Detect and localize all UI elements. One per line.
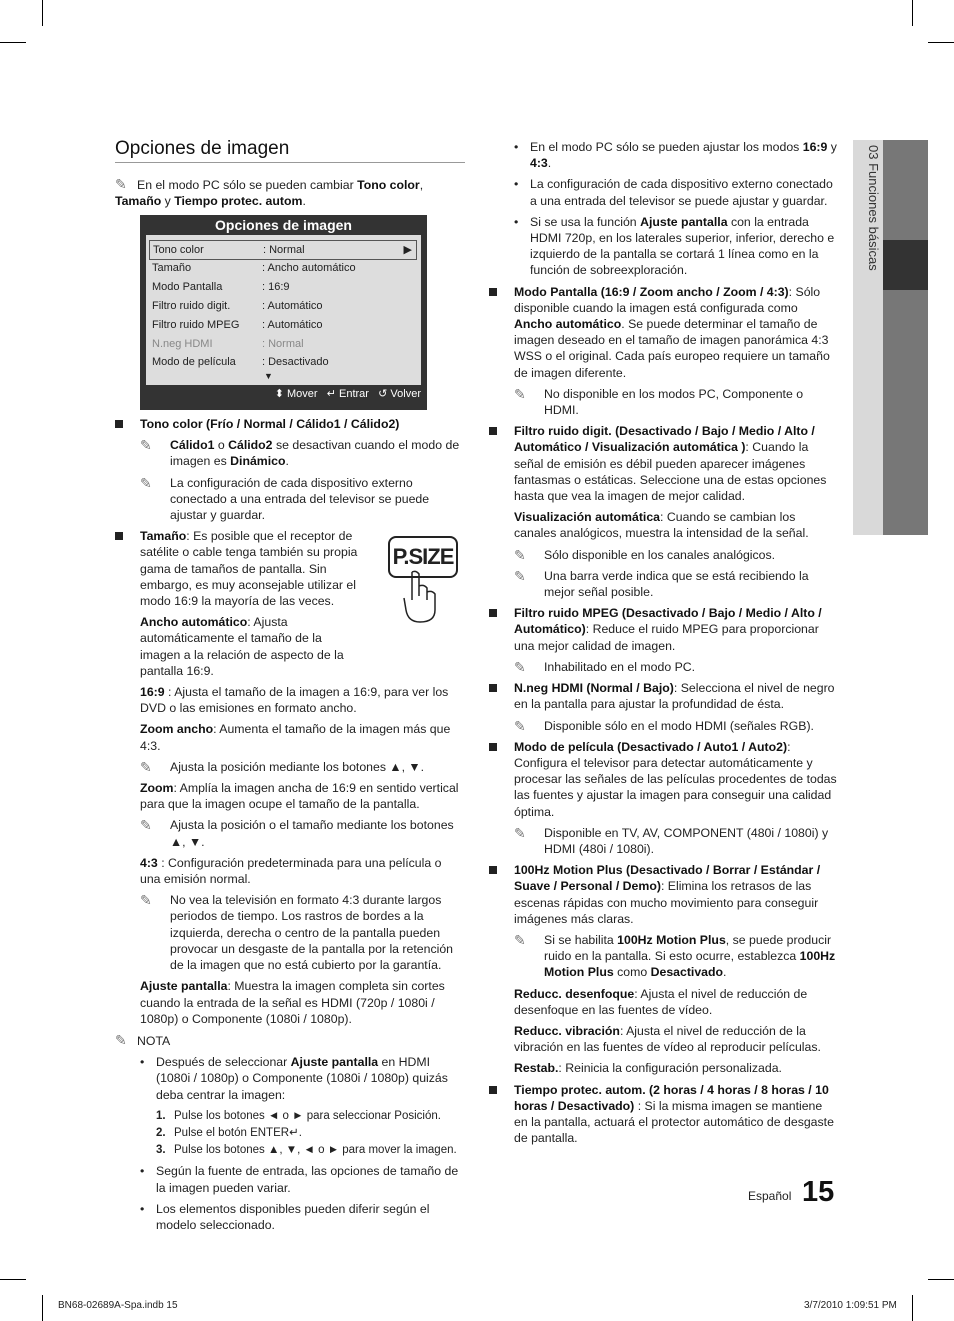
- chapter-label: 03 Funciones básicas: [866, 145, 881, 271]
- enter-icon: ↵: [326, 388, 336, 400]
- osd-nav: ⬍ Mover ↵ Entrar ↺ Volver: [274, 388, 421, 400]
- nneg-section: N.neg HDMI (Normal / Bajo): Selecciona el nivel de negro en la pantalla para ajustar la profundidad de ésta. ✎ Disponible sólo en el modo HDMI (señales RGB).: [489, 680, 839, 734]
- osd-row-disabled: N.neg HDMI : Normal: [152, 338, 304, 350]
- nota-section: ✎ NOTA • Después de seleccionar Ajuste pantalla en HDMI (1080i / 1080p) o Componente (1080i / 1080p) quizás deba centrar la imagen: 1. Pulse los botones ◄ o ► para seleccionar Posición. 2. Pulse el botón ENTER↵. 3. Pulse los botones ▲, ▼, ◄ o ► para mover la imagen. • Según la fuente de entrada, las opciones de tamaño de la imagen pueden variar. • Los elementos disponibles pueden diferir según el modelo seleccionado.: [115, 1032, 465, 1233]
- osd-title: Opciones de imagen: [215, 217, 352, 233]
- print-file: BN68-02689A-Spa.indb 15: [58, 1300, 178, 1311]
- psize-button-illustration: P.SIZE: [388, 536, 458, 578]
- tiempo-protec-section: Tiempo protec. autom. (2 horas / 4 horas / 8 horas / 10 horas / Desactivado) : Si la misma imagen se mantiene en la pantalla, actuará el protector automático de desgaste de pantalla.: [489, 1082, 839, 1147]
- square-bullet-icon: [489, 743, 497, 751]
- intro-note: ✎ En el modo PC sólo se pueden cambiar Tono color, Tamaño y Tiempo protec. autom.: [115, 176, 424, 209]
- osd-row[interactable]: Filtro ruido digit. : Automático: [152, 300, 323, 312]
- crop-mark: [928, 42, 954, 43]
- pencil-note-icon: ✎: [140, 817, 152, 834]
- square-bullet-icon: [489, 609, 497, 617]
- crop-mark: [912, 0, 913, 26]
- square-bullet-icon: [115, 420, 123, 428]
- chapter-tab-active: [883, 240, 928, 290]
- left-column: [115, 416, 465, 1238]
- pencil-note-icon: ✎: [140, 892, 152, 909]
- pencil-note-icon: ✎: [514, 717, 526, 734]
- osd-row[interactable]: Modo Pantalla : 16:9: [152, 281, 290, 293]
- osd-row[interactable]: Tamaño : Ancho automático: [152, 262, 356, 274]
- osd-row[interactable]: Modo de película : Desactivado: [152, 356, 329, 368]
- square-bullet-icon: [489, 684, 497, 692]
- chapter-tab-bar: [883, 290, 928, 535]
- right-column: • En el modo PC sólo se pueden ajustar los modos 16:9 y 4:3. • La configuración de cada dispositivo externo conectado a una entrada del televisor se puede ajustar y guardar. • Si se usa la función Ajuste pantalla con la entrada HDMI 720p, en los laterales superior, inferior, derecho e izquierdo de la pantalla se cortará 1 línea como en la función de sobreexploración. Modo Pantalla (16:9 / Zoom ancho / Zoom / 4:3): Sólo disponible cuando la imagen está configurada como Ancho automático. Se puede determinar el tamaño de imagen deseado en el tamaño de imagen panorámica 4:3 WSS o el original. Cada país europeo requiere un tamaño de imagen diferente. ✎ No disponible en los modos PC, Componente o HDMI. Filtro ruido digit. (Desactivado / Bajo / Medio / Alto / Automático / Visualización automática ): Cuando la señal de emisión es débil pueden aparecer imágenes fantasmas o estáticas. Seleccione una de estas opciones hasta que vea la imagen de mejor calidad. Visualización automática: Cuando se cambian los canales analógicos, muestra la intensidad de la señal. ✎ Sólo disponible en los canales analógicos. ✎ Una barra verde indica que se está recibiendo la mejor señal posible. Filtro ruido MPEG (Desactivado / Bajo / Medio / Alto / Automático): Reduce el ruido MPEG para proporcionar una mejor calidad de imagen. ✎ Inhabilitado en el modo PC. N.neg HDMI (Normal / Bajo): Selecciona el nivel de negro en la pantalla para ajustar la profundidad de ésta. ✎ Disponible sólo en el modo HDMI (señales RGB). Modo de película (Desactivado / Auto1 / Auto2): Configura el televisor para detectar automáticamente y procesar las señales de las películas procedentes de todas las fuentes y ajustar la imagen para conseguir una calidad óptima. ✎ Disponible en TV, AV, COMPONENT (480i / 1080i) y HDMI (480i / 1080i). 100Hz Motion Plus (Desactivado / Borrar / Estándar / Suave / Personal / Demo): Elimina los retrasos de las escenas rápidas con mucho movimiento para conseguir imágenes más claras. ✎ Si se habilita 100Hz Motion Plus, se puede producir ruido en la pantalla. Si esto ocurre, establezca 100Hz Motion Plus como Desactivado. Reducc. desenfoque: Ajusta el nivel de reducción de desenfoque en las fuentes de vídeo. Reducc. vibración: Ajusta el nivel de reducción de la vibración en las fuentes de vídeo al reproducir películas. Restab.: Reinicia la configuración personalizada. Tiempo protec. autom. (2 horas / 4 horas / 8 horas / 10 horas / Desactivado) : Si la misma imagen se mantiene en la pantalla, actuará el protector automático de desgaste de pantalla.: [489, 139, 839, 1151]
- square-bullet-icon: [489, 427, 497, 435]
- pencil-note-icon: ✎: [514, 824, 526, 841]
- crop-mark: [928, 1279, 954, 1280]
- print-date: 3/7/2010 1:09:51 PM: [804, 1300, 897, 1311]
- pencil-note-icon: ✎: [115, 176, 127, 192]
- return-icon: ↺: [378, 388, 388, 400]
- crop-mark: [42, 1295, 43, 1321]
- pencil-note-icon: ✎: [514, 567, 526, 584]
- enter-icon: ↵: [289, 1126, 299, 1139]
- osd-row-tono[interactable]: Tono color : Normal ▶: [149, 240, 417, 260]
- chapter-tab-bar: [883, 140, 928, 240]
- square-bullet-icon: [489, 288, 497, 296]
- square-bullet-icon: [115, 532, 123, 540]
- pencil-note-icon: ✎: [140, 758, 152, 775]
- scroll-down-icon: ▼: [264, 371, 273, 381]
- crop-mark: [0, 1279, 26, 1280]
- motion-plus-section: 100Hz Motion Plus (Desactivado / Borrar / Estándar / Suave / Personal / Demo): Elimina los retrasos de las escenas rápidas con mucho movimiento para conseguir imágenes más claras. ✎ Si se habilita 100Hz Motion Plus, se puede producir ruido en la pantalla. Si esto ocurre, establezca 100Hz Motion Plus como Desactivado. Reducc. desenfoque: Ajusta el nivel de reducción de desenfoque en las fuentes de vídeo. Reducc. vibración: Ajusta el nivel de reducción de la vibración en las fuentes de vídeo al reproducir películas. Restab.: Reinicia la configuración personalizada.: [489, 862, 839, 1076]
- pencil-note-icon: ✎: [115, 1031, 127, 1048]
- pencil-note-icon: ✎: [140, 437, 152, 454]
- page-number: 15: [802, 1176, 835, 1208]
- pencil-note-icon: ✎: [514, 546, 526, 563]
- crop-mark: [42, 0, 43, 26]
- modo-pantalla-section: Modo Pantalla (16:9 / Zoom ancho / Zoom / 4:3): Sólo disponible cuando la imagen está configurada como Ancho automático. Se puede determinar el tamaño de imagen deseado en el tamaño de imagen panorámica 4:3 WSS o el original. Cada país europeo requiere un tamaño de imagen diferente. ✎ No disponible en los modos PC, Componente o HDMI.: [489, 284, 839, 419]
- osd-menu: [140, 215, 427, 410]
- section-title: Opciones de imagen: [115, 138, 290, 159]
- filtro-digit-section: Filtro ruido digit. (Desactivado / Bajo / Medio / Alto / Automático / Visualización automática ): Cuando la señal de emisión es débil pueden aparecer imágenes fantasmas o estáticas. Seleccione una de estas opciones hasta que vea la imagen de mejor calidad. Visualización automática: Cuando se cambian los canales analógicos, muestra la intensidad de la señal. ✎ Sólo disponible en los canales analógicos. ✎ Una barra verde indica que se está recibiendo la mejor señal posible.: [489, 423, 839, 600]
- modo-pelicula-section: Modo de película (Desactivado / Auto1 / Auto2): Configura el televisor para detectar automáticamente y procesar las señales de las películas procedentes de todas las fuentes y ajustar la imagen para conseguir una calidad óptima. ✎ Disponible en TV, AV, COMPONENT (480i / 1080i) y HDMI (480i / 1080i).: [489, 739, 839, 857]
- square-bullet-icon: [489, 1086, 497, 1094]
- footer-language: Español: [748, 1189, 792, 1203]
- updown-icon: ⬍: [274, 388, 284, 400]
- pencil-note-icon: ✎: [514, 931, 526, 948]
- filtro-mpeg-section: Filtro ruido MPEG (Desactivado / Bajo / Medio / Alto / Automático): Reduce el ruido MPEG para proporcionar una mejor calidad de imagen. ✎ Inhabilitado en el modo PC.: [489, 605, 839, 675]
- tono-section: Tono color (Frío / Normal / Cálido1 / Cálido2) ✎ Cálido1 o Cálido2 se desactivan cuando el modo de imagen es Dinámico. ✎ La configuración de cada dispositivo externo conectado a una entrada del televisor se puede ajustar y guardar.: [115, 416, 465, 523]
- pencil-note-icon: ✎: [514, 658, 526, 675]
- osd-row[interactable]: Filtro ruido MPEG : Automático: [152, 319, 323, 331]
- pencil-note-icon: ✎: [514, 385, 526, 402]
- osd-body: [146, 235, 421, 385]
- crop-mark: [0, 42, 26, 43]
- crop-mark: [912, 1295, 913, 1321]
- arrow-right-icon: ▶: [403, 244, 412, 256]
- title-divider: [115, 162, 465, 163]
- tamano-section: Tamaño: Es posible que el receptor de satélite o cable tenga también su propia gama de tamaños de pantalla. Sin embargo, es muy aconsejable utilizar el modo 16:9 la mayoría de las veces. Ancho automático: Ajusta automáticamente el tamaño de la imagen a la relación de aspecto de la pantalla 16:9. 16:9 : Ajusta el tamaño de la imagen a 16:9, para ver los DVD o las emisiones en formato ancho. Zoom ancho: Aumenta el tamaño de la imagen más que 4:3. ✎ Ajusta la posición mediante los botones ▲, ▼. Zoom: Amplía la imagen ancha de 16:9 en sentido vertical para que la imagen ocupe el tamaño de la pantalla. ✎ Ajusta la posición o el tamaño mediante los botones ▲, ▼. 4:3 : Configuración predeterminada para una película o una emisión normal. ✎ No vea la televisión en formato 4:3 durante largos periodos de tiempo. Los rastros de bordes a la izquierda, derecha o centro de la pantalla pueden provocar un desgaste de la pantalla por la retención de la imagen que no está cubierto por la garantía. Ajuste pantalla: Muestra la imagen completa sin cortes cuando la entrada de la señal es HDMI (720p / 1080i / 1080p) o Componente (1080i / 1080p).: [115, 528, 465, 1027]
- pencil-note-icon: ✎: [140, 474, 152, 491]
- square-bullet-icon: [489, 866, 497, 874]
